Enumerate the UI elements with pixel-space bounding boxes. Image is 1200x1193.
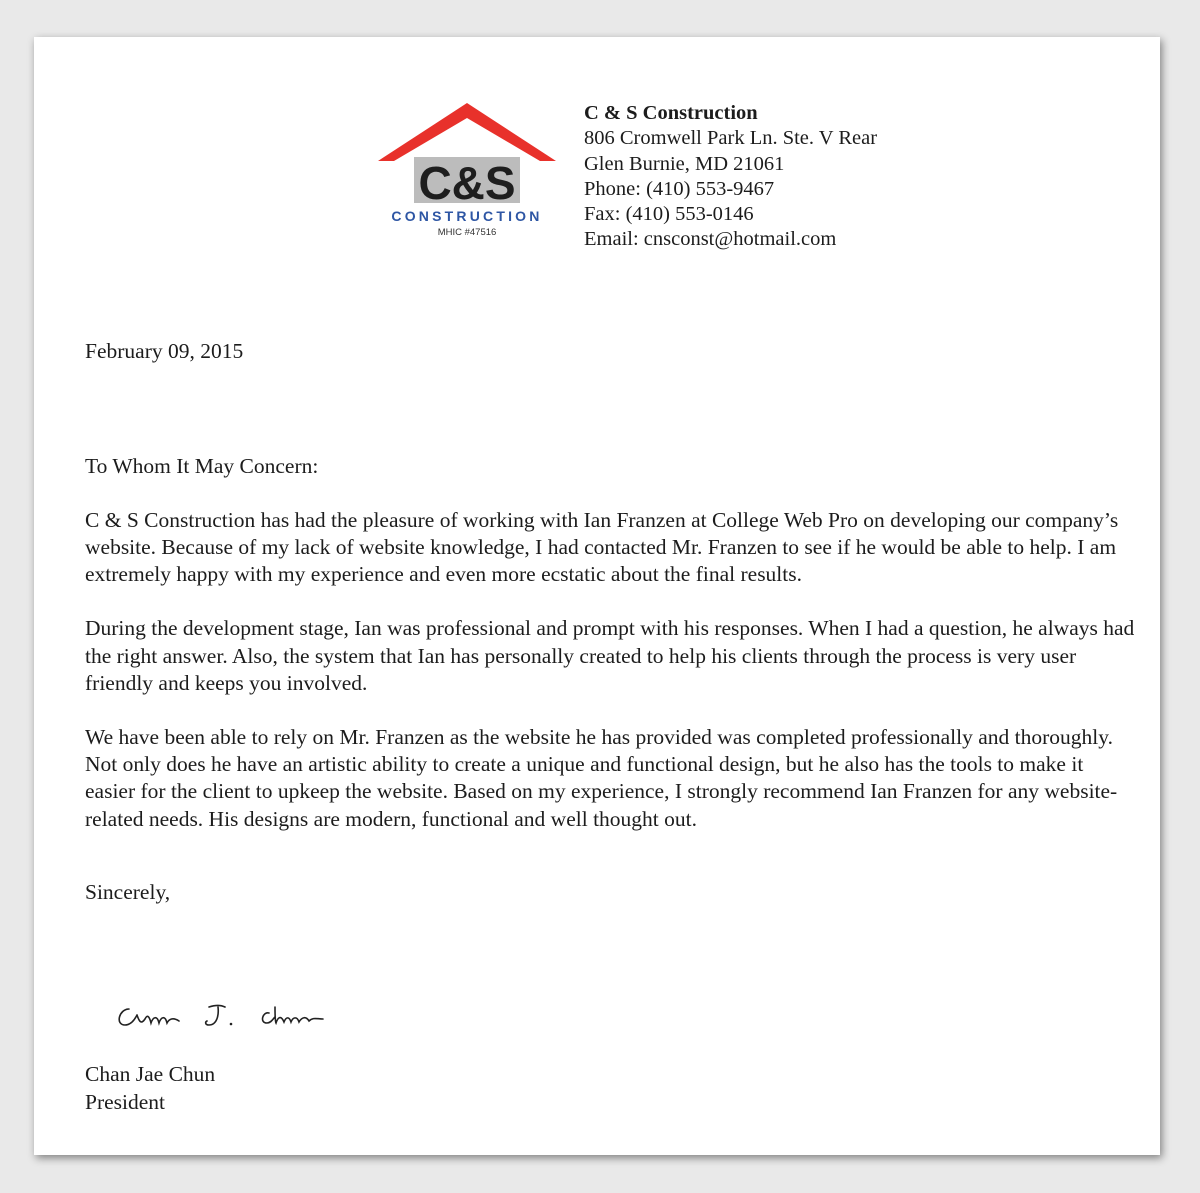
fax-number: Fax: (410) 553-0146	[584, 203, 754, 226]
handwritten-signature	[109, 995, 389, 1035]
logo-license: MHIC #47516	[437, 227, 497, 238]
logo-wordmark: CONSTRUCTION	[391, 208, 543, 224]
signer-name: Chan Jae Chun	[85, 1062, 216, 1086]
paragraph-3: We have been able to rely on Mr. Franzen as the website he has provided was completed professionally and thoroughly. Not only does he have an artistic ability to create a unique and functional design, but he also has the tools to make it easier for the client to upkeep the website. Based on my experience, I strongly recommend Ian Franzen for any website-related needs. His designs are modern, functional and well thought out.	[85, 724, 1118, 831]
address-line-2: Glen Burnie, MD 21061	[584, 152, 785, 175]
letter-page	[34, 37, 1160, 1155]
phone-number: Phone: (410) 553-9467	[584, 177, 775, 200]
letter-date: February 09, 2015	[85, 339, 244, 363]
closing: Sincerely,	[85, 880, 171, 905]
signer-title: President	[85, 1089, 166, 1114]
logo-graphic	[374, 99, 564, 239]
letter-body	[85, 453, 1135, 933]
paragraph-1: C & S Construction has had the pleasure of working with Ian Franzen at College Web Pro on developing our company’s website. Because of my lack of website knowledge, I had contacted Mr. Franzen to see if he would be able to help. I am extremely happy with my experience and even more ecstatic about the final results.	[85, 507, 1119, 587]
email-address: Email: cnsconst@hotmail.com	[584, 228, 837, 251]
company-name: C & S Construction	[584, 102, 758, 124]
signature-graphic	[109, 995, 389, 1035]
company-logo	[374, 99, 564, 239]
address-line-1: 806 Cromwell Park Ln. Ste. V Rear	[584, 127, 878, 150]
paragraph-2: During the development stage, Ian was professional and prompt with his responses. When I had a question, he always had the right answer. Also, the system that Ian has personally created to help his clients through the process is very user friendly and keeps you involved.	[85, 616, 1135, 695]
signer-block	[85, 1061, 215, 1116]
salutation: To Whom It May Concern:	[85, 454, 319, 478]
roof-icon	[378, 103, 556, 161]
logo-mark: C&S	[418, 157, 516, 209]
letterhead-contact	[584, 101, 877, 253]
